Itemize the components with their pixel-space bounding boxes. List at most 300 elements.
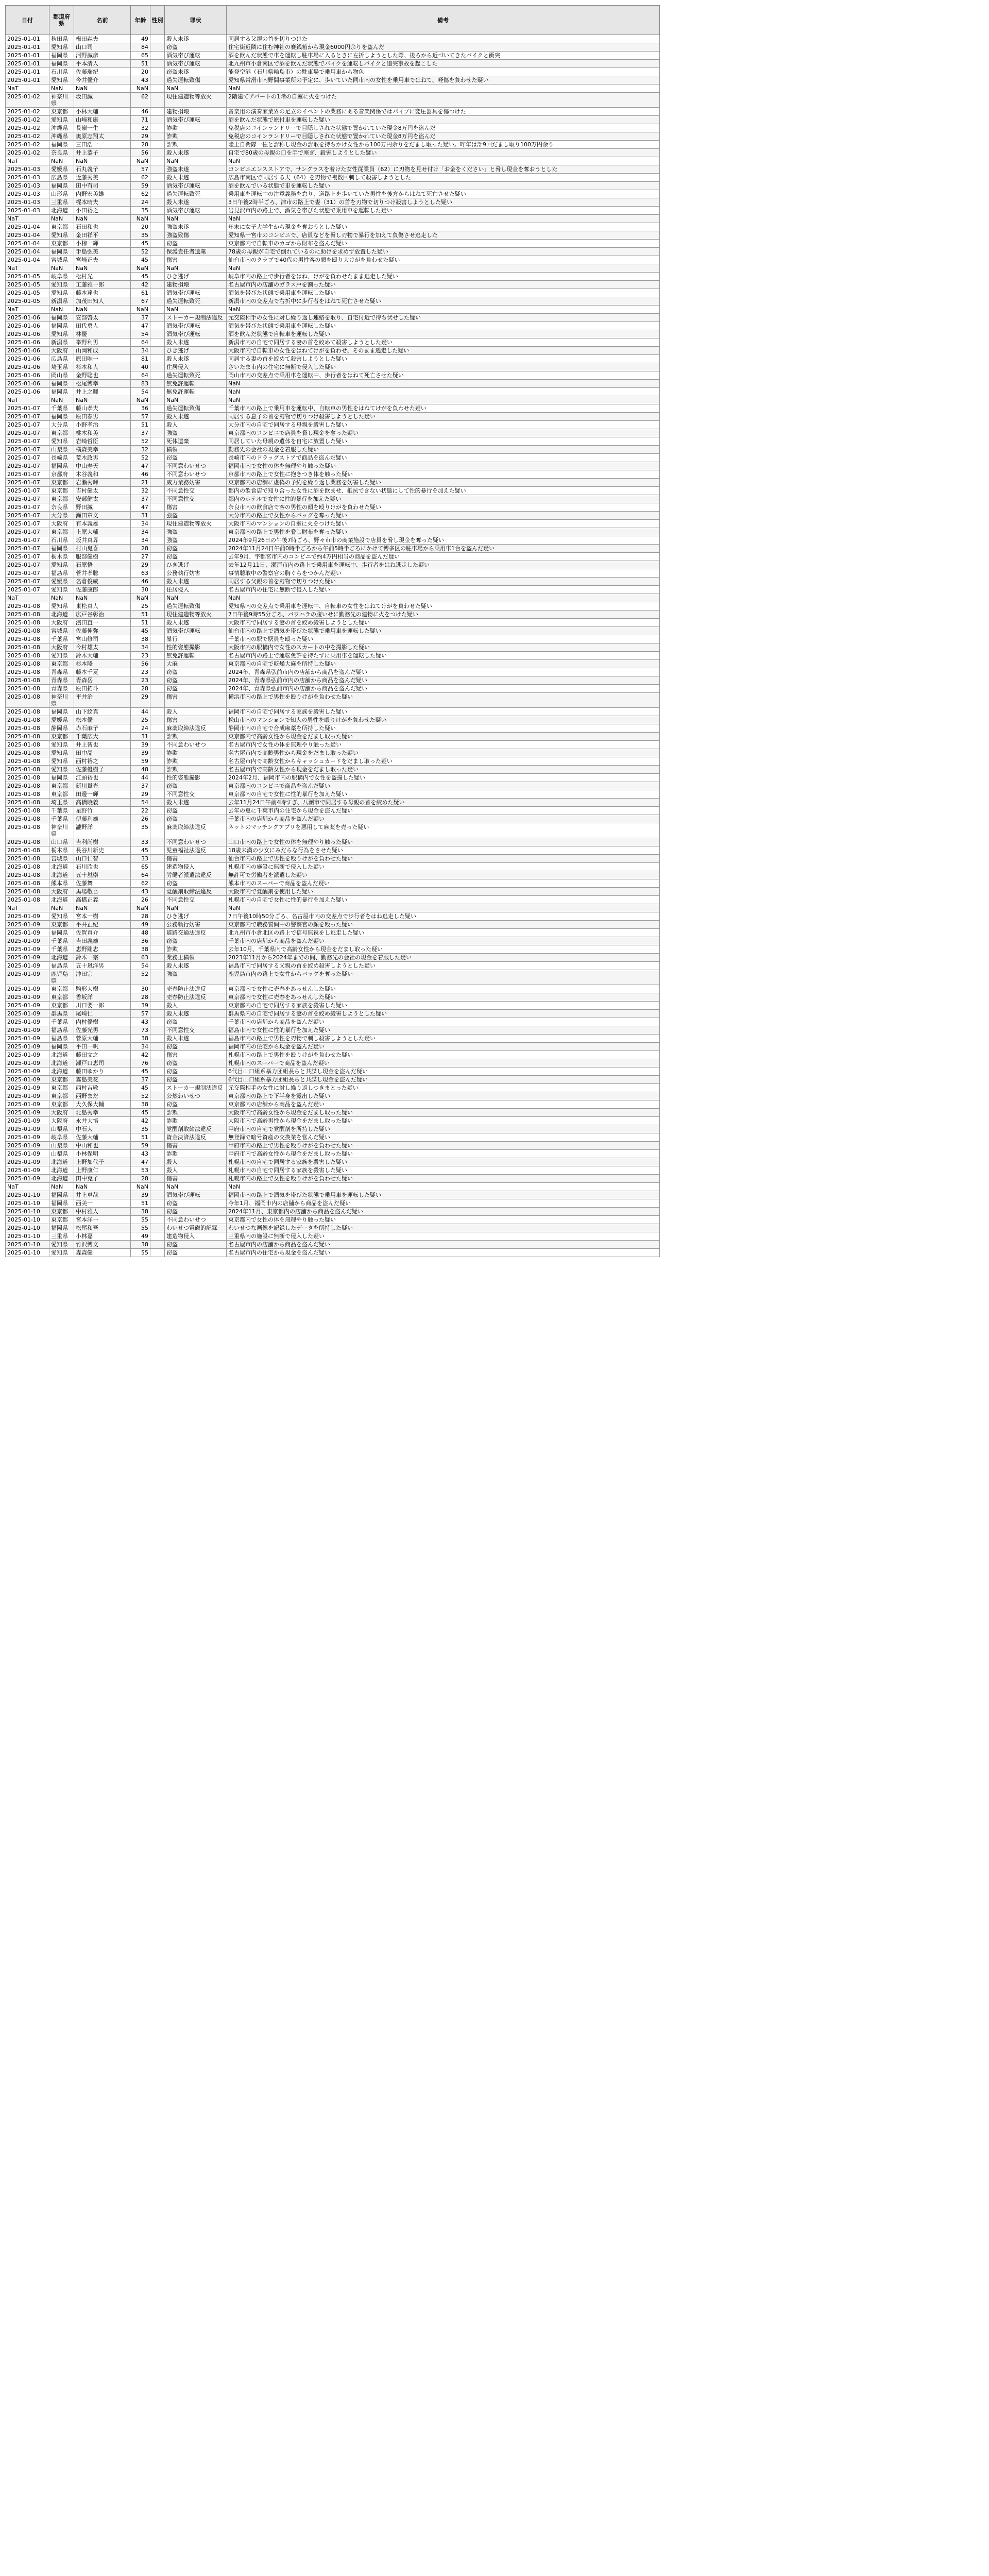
cell-sex [150, 1018, 165, 1026]
cell-date: 2025-01-08 [6, 815, 49, 823]
cell-sex [150, 1100, 165, 1109]
cell-sex [150, 1216, 165, 1224]
cell-crime: 酒気帯び運転 [165, 627, 227, 635]
cell-name: 藤田文之 [74, 1051, 131, 1059]
cell-name: 霧島美花 [74, 1076, 131, 1084]
cell-note: 酒を飲んだ状態で自転車を運転した疑い [227, 330, 660, 338]
cell-crime: 不同意性交 [165, 495, 227, 503]
cell-age: 52 [131, 454, 150, 462]
cell-prefecture: 新潟県 [49, 338, 74, 347]
cell-note: 札幌市内の自宅で同居する家族を殺害した疑い [227, 1158, 660, 1166]
cell-crime: 傷害 [165, 1142, 227, 1150]
cell-name: 平田一帆 [74, 1043, 131, 1051]
cell-name: 川口要一郎 [74, 1002, 131, 1010]
cell-crime: 強盗 [165, 512, 227, 520]
cell-age: 29 [131, 561, 150, 569]
cell-prefecture: 広島県 [49, 355, 74, 363]
cell-sex [150, 1224, 165, 1232]
cell-note: 東京都内で自転車のカゴから財布を盗んだ疑い [227, 240, 660, 248]
cell-sex [150, 446, 165, 454]
cell-date: 2025-01-01 [6, 60, 49, 68]
cell-crime: 麻薬取締法違反 [165, 823, 227, 838]
cell-name: 瀬戸口恵司 [74, 1059, 131, 1067]
cell-date: 2025-01-01 [6, 68, 49, 76]
cell-age: NaN [131, 264, 150, 273]
cell-name: 小林大輔 [74, 108, 131, 116]
cell-age: 25 [131, 716, 150, 724]
cell-crime: NaN [165, 904, 227, 912]
cell-sex [150, 157, 165, 165]
cell-crime: 強盗未遂 [165, 223, 227, 231]
cell-note: 東京都内のコンビニで商品を盗んだ疑い [227, 782, 660, 790]
cell-prefecture: 愛知県 [49, 766, 74, 774]
cell-prefecture: 北海道 [49, 207, 74, 215]
cell-age: 38 [131, 945, 150, 954]
cell-note: 能登空港（石川県輪島市）の駐車場で乗用車から物色 [227, 68, 660, 76]
cell-note: 東京都内の自宅で乾燥大麻を所持した疑い [227, 660, 660, 668]
cell-sex [150, 749, 165, 757]
cell-note: 7日午後10時50分ごろ、名古屋市内の交差点で歩行者をはね逃走した疑い [227, 912, 660, 921]
cell-age: 52 [131, 970, 150, 985]
cell-age: 46 [131, 470, 150, 479]
cell-note: 名古屋市内で女性の体を無理やり触った疑い [227, 741, 660, 749]
cell-name: NaN [74, 306, 131, 314]
cell-date: 2025-01-02 [6, 108, 49, 116]
cell-prefecture: 山口県 [49, 838, 74, 846]
cell-note: 東京都内の路上で男性を脅し財布を奪った疑い [227, 528, 660, 536]
cell-name: 田邊一輝 [74, 790, 131, 799]
cell-date: 2025-01-02 [6, 149, 49, 157]
cell-prefecture: 大分県 [49, 512, 74, 520]
cell-crime: 殺人未遂 [165, 338, 227, 347]
cell-prefecture: 東京都 [49, 733, 74, 741]
cell-date: 2025-01-06 [6, 347, 49, 355]
cell-note: 東京都内で職務質問中の警察官の顔を殴った疑い [227, 921, 660, 929]
cell-sex [150, 68, 165, 76]
cell-age: 49 [131, 921, 150, 929]
cell-crime: 詐欺 [165, 132, 227, 141]
cell-note: 名古屋市内の路上で運転免許を持たずに乗用車を運転した疑い [227, 652, 660, 660]
cell-sex [150, 954, 165, 962]
cell-date: 2025-01-08 [6, 846, 49, 855]
table-row [6, 462, 660, 470]
cell-age: 30 [131, 985, 150, 993]
cell-crime: 無免許運転 [165, 388, 227, 396]
cell-prefecture: 大分県 [49, 421, 74, 429]
cell-prefecture: 広島県 [49, 174, 74, 182]
cell-crime: 不同意性交 [165, 790, 227, 799]
cell-note: 2024年、青森県弘前市内の店舗から商品を盗んだ疑い [227, 668, 660, 676]
cell-prefecture: 沖縄県 [49, 124, 74, 132]
cell-name: 永井大悟 [74, 1117, 131, 1125]
table-row [6, 970, 660, 985]
cell-date: 2025-01-02 [6, 124, 49, 132]
cell-name: 千葉広大 [74, 733, 131, 741]
cell-prefecture: 奈良県 [49, 149, 74, 157]
cell-date: 2025-01-08 [6, 855, 49, 863]
cell-age: 38 [131, 1208, 150, 1216]
cell-date: 2025-01-08 [6, 823, 49, 838]
cell-name: 村山鬼喜 [74, 545, 131, 553]
cell-note: 福島市内の路上で男性を刃物で刺し殺害しようとした疑い [227, 1035, 660, 1043]
cell-crime: 窃盗 [165, 782, 227, 790]
table-row [6, 165, 660, 174]
cell-sex [150, 43, 165, 52]
cell-age: 47 [131, 1158, 150, 1166]
cell-crime: 不同意わいせつ [165, 838, 227, 846]
cell-crime: 殺人未遂 [165, 619, 227, 627]
cell-prefecture: 大阪府 [49, 520, 74, 528]
table-row [6, 733, 660, 741]
cell-name: 星野竹 [74, 807, 131, 815]
cell-crime: 無免許運転 [165, 652, 227, 660]
table-row [6, 594, 660, 602]
cell-age: 51 [131, 60, 150, 68]
table-row [6, 479, 660, 487]
cell-prefecture: 東京都 [49, 993, 74, 1002]
cell-note: 甲府市内の路上で男性を殴りけがを負わせた疑い [227, 1142, 660, 1150]
cell-age: 42 [131, 1051, 150, 1059]
cell-name: NaN [74, 215, 131, 223]
table-row [6, 693, 660, 708]
cell-sex [150, 602, 165, 611]
cell-date: 2025-01-07 [6, 413, 49, 421]
cell-name: 宮山修司 [74, 635, 131, 643]
table-body [6, 35, 660, 1257]
table-row [6, 660, 660, 668]
cell-age: 46 [131, 578, 150, 586]
cell-date: NaT [6, 84, 49, 93]
cell-date: 2025-01-08 [6, 643, 49, 652]
cell-note: 札幌市内のスーパーで商品を盗んだ疑い [227, 1059, 660, 1067]
cell-sex [150, 35, 165, 43]
cell-prefecture: 福島県 [49, 569, 74, 578]
cell-age: 31 [131, 733, 150, 741]
cell-prefecture: 石川県 [49, 68, 74, 76]
cell-age: 38 [131, 1241, 150, 1249]
cell-name: 田中晶 [74, 749, 131, 757]
cell-date: 2025-01-01 [6, 43, 49, 52]
cell-sex [150, 248, 165, 256]
cell-date: 2025-01-09 [6, 945, 49, 954]
cell-date: 2025-01-08 [6, 733, 49, 741]
cell-name: 松尾博幸 [74, 380, 131, 388]
cell-name: 岩崎哲臣 [74, 437, 131, 446]
table-row [6, 757, 660, 766]
cell-note: 千葉市内の路上で乗用車を運転中、自転車の男性をはねてけがを負わせた疑い [227, 404, 660, 413]
cell-age: 27 [131, 553, 150, 561]
cell-age: 45 [131, 240, 150, 248]
table-row [6, 35, 660, 43]
cell-age: 64 [131, 338, 150, 347]
table-row [6, 578, 660, 586]
cell-note: 千葉市内の店舗から商品を盗んだ疑い [227, 1018, 660, 1026]
cell-age: 64 [131, 371, 150, 380]
cell-sex [150, 846, 165, 855]
cell-name: 西野まだ [74, 1092, 131, 1100]
cell-note: 三重県内の施設に無断で侵入した疑い [227, 1232, 660, 1241]
cell-crime: 強盗致傷 [165, 231, 227, 240]
table-row [6, 347, 660, 355]
table-row [6, 487, 660, 495]
cell-prefecture: 愛知県 [49, 281, 74, 289]
cell-note: 無登録で暗号資産の交換業を営んだ疑い [227, 1133, 660, 1142]
cell-prefecture: 北海道 [49, 863, 74, 871]
cell-crime: 窃盗 [165, 685, 227, 693]
cell-note: 2024年11月24日午前0時半ごろから午前5時半ごろにかけて博多区の駐車場から乗用車1台を盗んだ疑い [227, 545, 660, 553]
cell-sex [150, 945, 165, 954]
cell-sex [150, 879, 165, 888]
cell-name: 松本優 [74, 716, 131, 724]
cell-crime: 殺人 [165, 708, 227, 716]
cell-crime: 横領 [165, 446, 227, 454]
cell-age: 21 [131, 479, 150, 487]
cell-crime: NaN [165, 396, 227, 404]
cell-crime: NaN [165, 1183, 227, 1191]
cell-note: NaN [227, 306, 660, 314]
cell-age: 52 [131, 1092, 150, 1100]
cell-date: 2025-01-06 [6, 338, 49, 347]
cell-name: 坂田誠 [74, 93, 131, 108]
cell-prefecture: 愛知県 [49, 437, 74, 446]
cell-sex [150, 985, 165, 993]
cell-note: 大阪市内で同居する妻の首を絞め殺害しようとした疑い [227, 619, 660, 627]
cell-age: 28 [131, 685, 150, 693]
cell-name: 金田祥平 [74, 231, 131, 240]
cell-prefecture: 京都府 [49, 470, 74, 479]
cell-age: 51 [131, 611, 150, 619]
table-row [6, 413, 660, 421]
cell-date: 2025-01-06 [6, 314, 49, 322]
cell-date: 2025-01-09 [6, 912, 49, 921]
cell-crime: 傷害 [165, 855, 227, 863]
cell-note: 岡山市内の交差点で乗用車を運転中、歩行者をはねて死亡させた疑い [227, 371, 660, 380]
cell-age: 54 [131, 962, 150, 970]
cell-sex [150, 635, 165, 643]
cell-name: 山岡和成 [74, 347, 131, 355]
table-row [6, 569, 660, 578]
table-row [6, 380, 660, 388]
cell-name: 小野孝治 [74, 421, 131, 429]
cell-note: 岩見沢市内の路上で、酒気を帯びた状態で乗用車を運転した疑い [227, 207, 660, 215]
table-row [6, 1199, 660, 1208]
cell-prefecture: 山形県 [49, 190, 74, 198]
cell-age: 28 [131, 545, 150, 553]
cell-date: 2025-01-07 [6, 578, 49, 586]
cell-sex [150, 545, 165, 553]
cell-age: 28 [131, 993, 150, 1002]
cell-age: 54 [131, 330, 150, 338]
cell-prefecture: 福岡県 [49, 141, 74, 149]
cell-age: NaN [131, 157, 150, 165]
cell-note: 甲府市内の自宅で覚醒剤を所持した疑い [227, 1125, 660, 1133]
cell-crime: ひき逃げ [165, 273, 227, 281]
cell-note: 札幌市内の施設に無断で侵入した疑い [227, 863, 660, 871]
cell-sex [150, 716, 165, 724]
cell-sex [150, 896, 165, 904]
cell-date: 2025-01-01 [6, 52, 49, 60]
cell-prefecture: 東京都 [49, 1084, 74, 1092]
table-row [6, 281, 660, 289]
cell-note: NaN [227, 380, 660, 388]
cell-sex [150, 1051, 165, 1059]
cell-date: 2025-01-09 [6, 921, 49, 929]
table-row [6, 716, 660, 724]
cell-date: NaT [6, 904, 49, 912]
cell-note: 仙台市内の路上で酒気を帯びた状態で乗用車を運転した疑い [227, 627, 660, 635]
cell-age: 40 [131, 363, 150, 371]
cell-prefecture: 北海道 [49, 1059, 74, 1067]
cell-name: NaN [74, 157, 131, 165]
cell-date: NaT [6, 157, 49, 165]
cell-name: 原田拓斗 [74, 685, 131, 693]
table-row [6, 503, 660, 512]
cell-date: 2025-01-07 [6, 536, 49, 545]
cell-prefecture: 山梨県 [49, 446, 74, 454]
cell-name: 服部健樹 [74, 553, 131, 561]
cell-age: 48 [131, 766, 150, 774]
cell-crime: 詐欺 [165, 1117, 227, 1125]
cell-note: 名古屋市内の店舗から商品を盗んだ疑い [227, 1241, 660, 1249]
cell-date: 2025-01-10 [6, 1191, 49, 1199]
table-row [6, 1018, 660, 1026]
cell-age: 47 [131, 503, 150, 512]
cell-crime: 住居侵入 [165, 363, 227, 371]
cell-crime: ストーカー規制法違反 [165, 314, 227, 322]
cell-crime: 性的姿態撮影 [165, 774, 227, 782]
cell-prefecture: 東京都 [49, 108, 74, 116]
cell-age: 34 [131, 536, 150, 545]
table-row [6, 141, 660, 149]
cell-name: 森森健 [74, 1249, 131, 1257]
table-row [6, 1216, 660, 1224]
table-row [6, 371, 660, 380]
cell-prefecture: 東京都 [49, 1092, 74, 1100]
cell-prefecture: 北海道 [49, 896, 74, 904]
table-row [6, 76, 660, 84]
cell-crime: 資金決済法違反 [165, 1133, 227, 1142]
cell-crime: 窃盗 [165, 1241, 227, 1249]
cell-date: 2025-01-05 [6, 297, 49, 306]
cell-date: NaT [6, 306, 49, 314]
cell-date: 2025-01-02 [6, 116, 49, 124]
cell-crime: 窃盗 [165, 240, 227, 248]
table-row [6, 1010, 660, 1018]
cell-age: 71 [131, 116, 150, 124]
cell-name: 恵野剛志 [74, 945, 131, 954]
cell-name: 広戸谷彰治 [74, 611, 131, 619]
cell-prefecture: 青森県 [49, 685, 74, 693]
cell-sex [150, 1092, 165, 1100]
cell-prefecture: 東京都 [49, 495, 74, 503]
cell-note: 酒を飲んだ状態で車を運転し駐車場に入るときに左折しようとした際、後ろから近づいてきたバイクと衝突 [227, 52, 660, 60]
table-row [6, 1241, 660, 1249]
cell-name: 井上之暉 [74, 388, 131, 396]
cell-name: 井上卓哉 [74, 1191, 131, 1199]
cell-prefecture: 愛知県 [49, 1249, 74, 1257]
cell-name: 名倉俊威 [74, 578, 131, 586]
cell-sex [150, 799, 165, 807]
cell-date: 2025-01-09 [6, 954, 49, 962]
cell-name: 平本清人 [74, 60, 131, 68]
cell-sex [150, 60, 165, 68]
table-row [6, 421, 660, 429]
cell-age: 42 [131, 281, 150, 289]
cell-name: 大久保大輔 [74, 1100, 131, 1109]
cell-date: 2025-01-05 [6, 273, 49, 281]
cell-sex [150, 429, 165, 437]
cell-note: 自宅で80歳の母親の口を手で塞ぎ、殺害しようとした疑い [227, 149, 660, 157]
cell-sex [150, 355, 165, 363]
cell-age: 51 [131, 421, 150, 429]
cell-note: 札幌市内の自宅で同居する家族を殺害した疑い [227, 1166, 660, 1175]
cell-sex [150, 1249, 165, 1257]
cell-name: 今村雄太 [74, 643, 131, 652]
cell-name: 中石大 [74, 1125, 131, 1133]
table-row [6, 921, 660, 929]
cell-sex [150, 93, 165, 108]
cell-date: 2025-01-09 [6, 985, 49, 993]
cell-crime: 窃盗 [165, 454, 227, 462]
cell-crime: 窃盗 [165, 1199, 227, 1208]
cell-note: 愛知県内の交差点で乗用車を運転中、自転車の女性をはねてけがを負わせた疑い [227, 602, 660, 611]
table-row [6, 273, 660, 281]
cell-crime: 殺人未遂 [165, 174, 227, 182]
cell-sex [150, 807, 165, 815]
cell-note: 名古屋市内で高齢女性から現金をだまし取った疑い [227, 766, 660, 774]
cell-sex [150, 52, 165, 60]
cell-prefecture: 東京都 [49, 479, 74, 487]
cell-date: 2025-01-10 [6, 1199, 49, 1208]
cell-note: 福岡市内の路上で酒気を帯びた状態で乗用車を運転した疑い [227, 1191, 660, 1199]
cell-date: 2025-01-07 [6, 528, 49, 536]
cell-note: NaN [227, 1183, 660, 1191]
table-row [6, 611, 660, 619]
cell-sex [150, 388, 165, 396]
cell-sex [150, 132, 165, 141]
cell-age: 37 [131, 495, 150, 503]
table-row [6, 528, 660, 536]
cell-prefecture: 福岡県 [49, 1199, 74, 1208]
cell-date: 2025-01-07 [6, 437, 49, 446]
cell-crime: 暴行 [165, 635, 227, 643]
cell-crime: 死体遺棄 [165, 437, 227, 446]
cell-age: 47 [131, 322, 150, 330]
cell-note: 18歳未満の少女にみだらな行為をさせた疑い [227, 846, 660, 855]
cell-note: 福島市内で女性に性的暴行を加えた疑い [227, 1026, 660, 1035]
cell-date: 2025-01-08 [6, 693, 49, 708]
cell-note: 東京都内の自宅で女性に性的暴行を加えた疑い [227, 790, 660, 799]
table-row [6, 1051, 660, 1059]
cell-note: 名古屋市内の住宅に無断で侵入した疑い [227, 586, 660, 594]
cell-sex [150, 757, 165, 766]
cell-crime: 詐欺 [165, 733, 227, 741]
cell-date: 2025-01-09 [6, 1084, 49, 1092]
cell-crime: 覚醒剤取締法違反 [165, 1125, 227, 1133]
table-row [6, 904, 660, 912]
cell-name: 香坂洋 [74, 993, 131, 1002]
table-row [6, 306, 660, 314]
cell-name: NaN [74, 264, 131, 273]
table-row [6, 264, 660, 273]
cell-sex [150, 322, 165, 330]
table-row [6, 363, 660, 371]
cell-prefecture: 千葉県 [49, 1018, 74, 1026]
cell-date: 2025-01-09 [6, 1158, 49, 1166]
cell-crime: 公務執行妨害 [165, 569, 227, 578]
cell-date: 2025-01-02 [6, 93, 49, 108]
cell-date: 2025-01-08 [6, 627, 49, 635]
